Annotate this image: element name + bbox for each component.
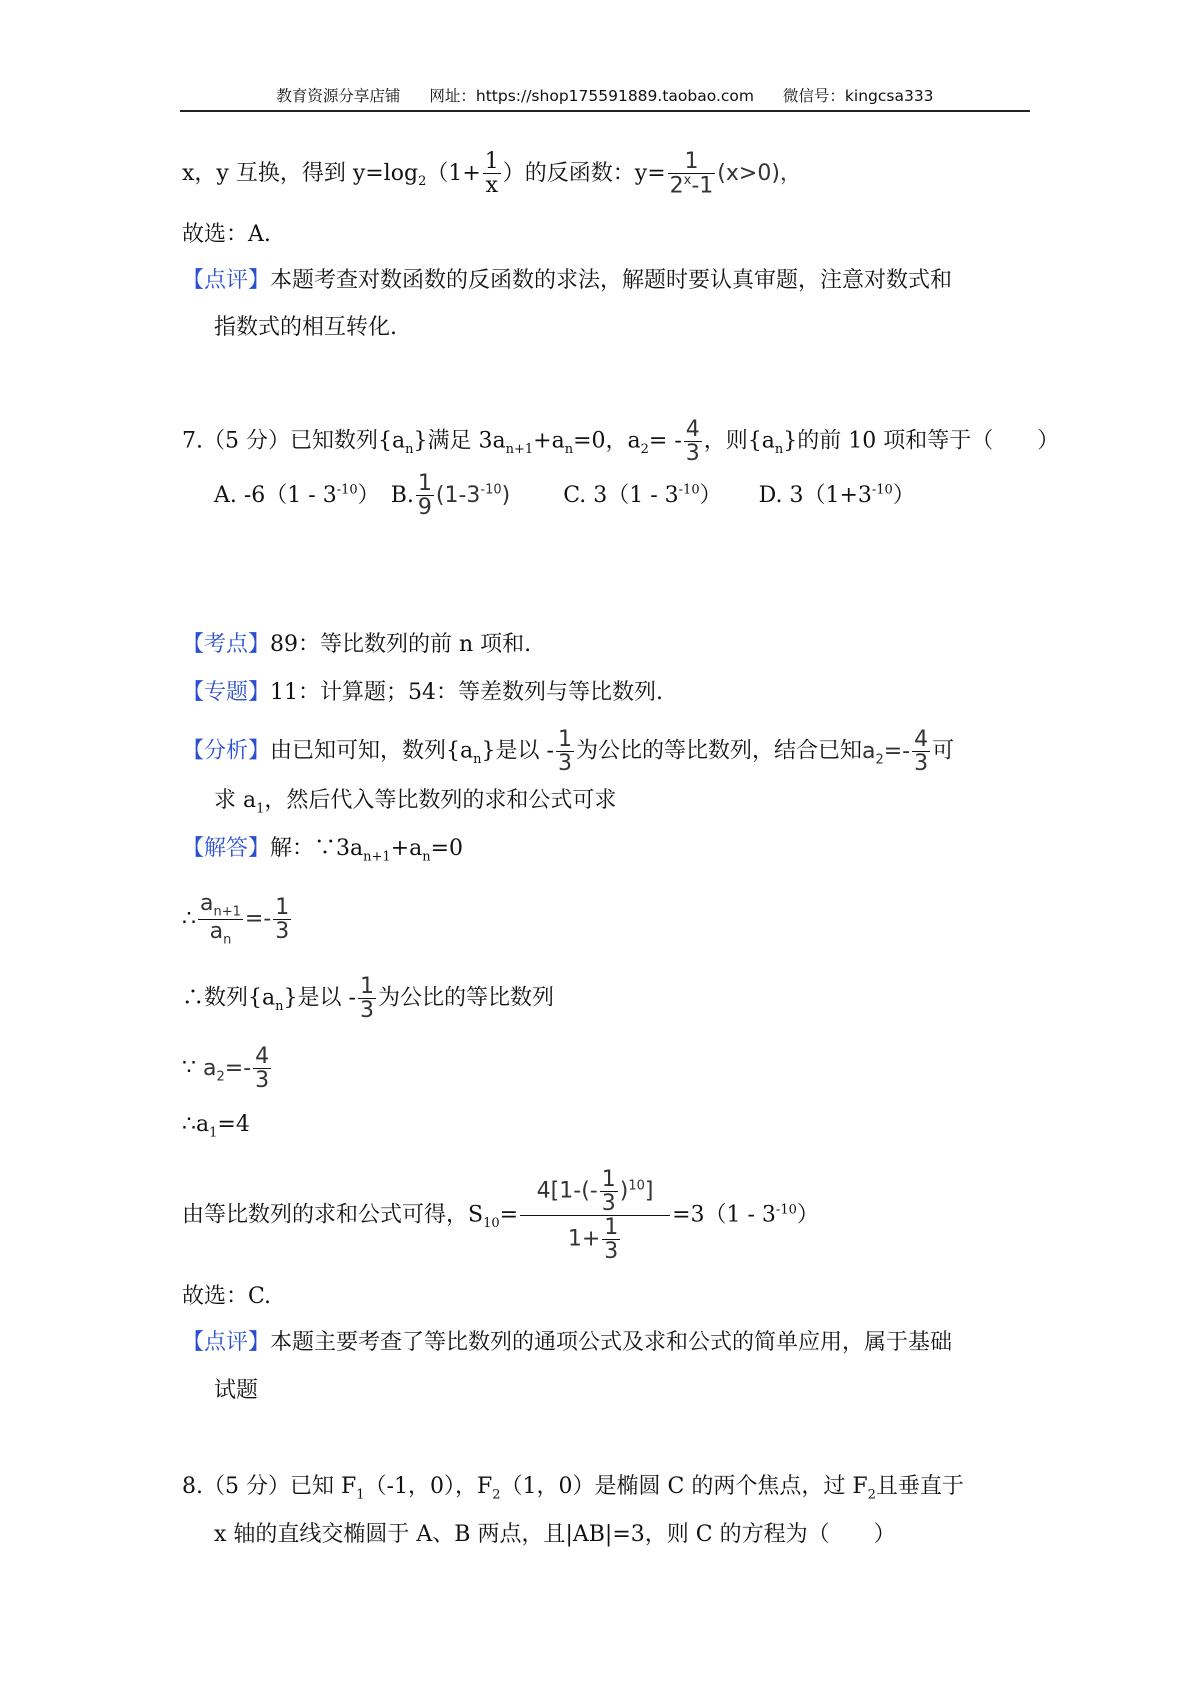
jieda-ratio: ∴ $\frac{a_{n+1}}{a_n}$ =- $\frac{1}{3}$	[182, 891, 290, 948]
fenxi-cont: 求 $a_1$，然后代入等比数列的求和公式可求	[214, 788, 617, 817]
q7-options	[214, 472, 915, 519]
header-shop: 教育资源分享店铺	[276, 87, 401, 105]
option-a: A. $-6(1 - 3^{-10})$	[214, 482, 380, 508]
jieda-a2: ∵ $a_2=-$ $\frac{4}{3}$	[182, 1044, 270, 1094]
option-d: D. $3(1+3^{-10})$	[758, 482, 915, 508]
jieda-ratio-text: ∴数列$\{a_n\}$是以 - $\frac{1}{3}$ 为公比的等比数列	[182, 974, 554, 1024]
choice-a: 故选：A.	[182, 222, 271, 247]
q8-stem-cont: x 轴的直线交椭圆于 A、B 两点，且|AB|=3，则 C 的方程为（ ）	[214, 1522, 896, 1547]
q7-stem: 7.（5 分）已知数列$\{a_n\}$满足 $3a_{n+1}+a_n=0$，$a_2=$ - $\frac{4}{3}$ ，则$\{a_n\}$的前 10 项和等于（ ）	[182, 417, 1060, 467]
comment-2: 【点评】本题主要考查了等比数列的通项公式及求和公式的简单应用，属于基础	[182, 1330, 953, 1355]
option-b: B. $\frac{1}{9}$ $(1-3^{-10})$	[390, 471, 511, 521]
page-header	[180, 84, 1030, 106]
header-divider	[180, 110, 1030, 112]
comment-1: 【点评】本题考查对数函数的反函数的求法，解题时要认真审题，注意对数式和	[182, 268, 953, 293]
jieda-a1: $\therefore a_1=4$	[182, 1112, 250, 1141]
zhuanti: 【专题】11：计算题；54：等差数列与等比数列.	[182, 680, 663, 705]
choice-c: 故选：C.	[182, 1284, 272, 1309]
comment-1-cont: 指数式的相互转化.	[214, 315, 397, 340]
header-url: 网址：https://shop175591889.taobao.com	[429, 87, 754, 105]
jieda-sum: 由等比数列的求和公式可得，$S_{10}=$ 4[1-(- $\frac{1}{3}$ )$^{10}$] 1+ $\frac{1}{3}$ $=3(1 - 3^{-10})$	[182, 1167, 819, 1265]
header-wechat: 微信号：kingcsa333	[782, 87, 934, 105]
jieda-1: 【解答】解：$\because 3a_{n+1}+a_n=0$	[182, 836, 464, 865]
q8-stem: 8.（5 分）已知 $F_1(-1$，0），$F_2(1$，0）是椭圆 C 的两个焦点，过 $F_2$且垂直于	[182, 1474, 964, 1503]
option-c: C. $3(1 - 3^{-10})$	[563, 482, 722, 508]
comment-2-cont: 试题	[214, 1378, 259, 1403]
kaodian: 【考点】89：等比数列的前 n 项和.	[182, 632, 532, 657]
fenxi: 【分析】由已知可知，数列$\{a_n\}$是以 - $\frac{1}{3}$ 为公比的等比数列，结合已知$a_2=-$ $\frac{4}{3}$ 可	[182, 727, 955, 777]
inverse-line: x，y 互换，得到 $y=\log_2(1+$ $\frac{1}{x}$ ）的反函数：y= $\frac{1}{2^x-1}$ (x>0)，	[182, 149, 802, 199]
